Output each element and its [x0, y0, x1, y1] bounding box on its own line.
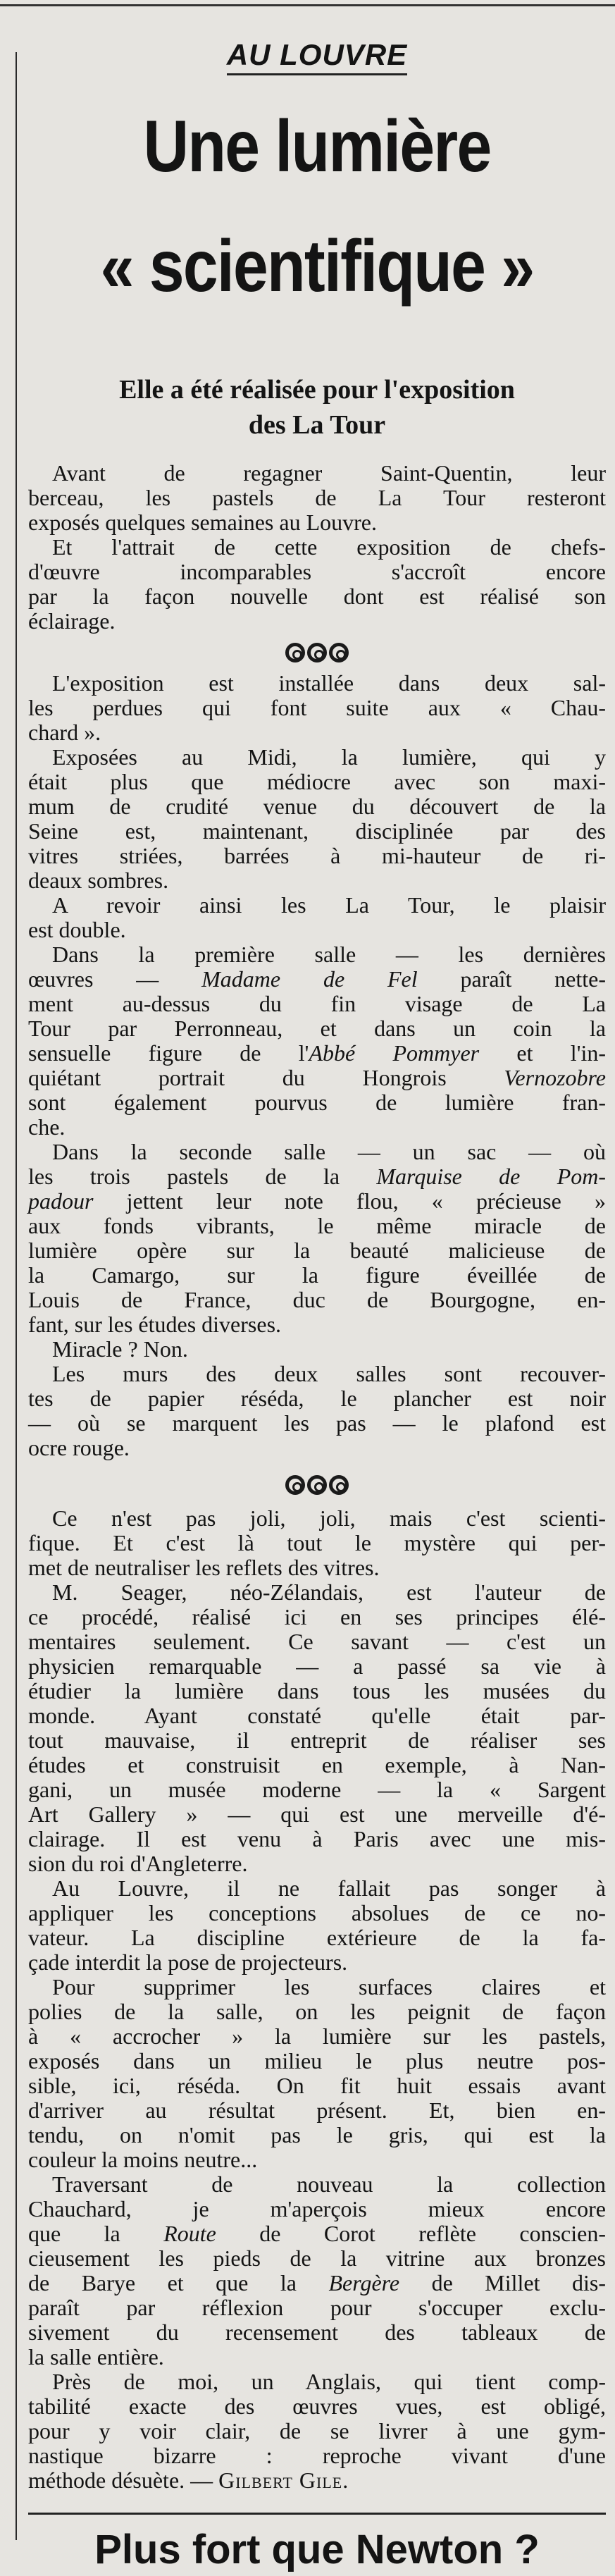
- paragraph-line: — où se marquent les pas — le plafond est: [28, 1410, 606, 1436]
- paragraph-line: sont également pourvus de lumière fran-: [28, 1090, 606, 1115]
- bottom-rule: [28, 2513, 606, 2515]
- paragraph: [28, 1506, 606, 1580]
- ring-icon: [285, 643, 305, 663]
- paragraph-line: met de neutraliser les reflets des vitres.: [28, 1555, 380, 1580]
- ring-icon: [307, 1475, 327, 1495]
- paragraph-line: Dans la première salle — les dernières: [52, 942, 606, 967]
- paragraph-line: exposés dans un milieu le plus neutre pos-: [28, 2048, 606, 2073]
- paragraph-line: ce procédé, réalisé ici en ses principes élé-: [28, 1604, 606, 1629]
- top-rule: [0, 4, 615, 6]
- paragraph-line: paraît par réflexion pour s'occuper exclu-: [28, 2295, 606, 2320]
- paragraph-line: exposés quelques semaines au Louvre.: [28, 510, 377, 535]
- paragraph-line: monde. Ayant constaté qu'elle était par-: [28, 1703, 606, 1728]
- paragraph: [28, 535, 606, 634]
- paragraph-line: les trois pastels de la Marquise de Pom-: [28, 1164, 606, 1189]
- paragraph-line: nastique bizarre : reproche vivant d'une: [28, 2443, 606, 2468]
- separator-ornament: [28, 1472, 606, 1500]
- paragraph: [28, 671, 606, 745]
- paragraph-line: sivement du recensement des tableaux de: [28, 2319, 606, 2345]
- paragraph-line: par la façon nouvelle dont est réalisé son: [28, 584, 606, 609]
- paragraph-line: Miracle ? Non.: [52, 1336, 188, 1362]
- paragraph-line: que la Route de Corot reflète conscien-: [28, 2221, 607, 2246]
- paragraph-line: Dans la seconde salle — un sac — où: [52, 1139, 606, 1164]
- paragraph-line: études et construisit en exemple, à Nan-: [28, 1752, 606, 1777]
- paragraph: [28, 1362, 606, 1460]
- paragraph-line: à « accrocher » la lumière sur les pastels,: [28, 2023, 606, 2049]
- paragraph: [28, 893, 606, 942]
- paragraph-line: vitres striées, barrées à mi-hauteur de ri-: [28, 843, 606, 868]
- paragraph-line: sensuelle figure de l'Abbé Pommyer et l'in-: [28, 1040, 607, 1066]
- paragraph-line: de Barye et que la Bergère de Millet dis-: [28, 2270, 607, 2295]
- paragraph-line: deaux sombres.: [28, 868, 169, 893]
- paragraph-line: tabilité exacte des œuvres vues, est obligé,: [28, 2393, 606, 2419]
- paragraph-line: A revoir ainsi les La Tour, le plaisir: [52, 892, 606, 918]
- paragraph-line: mentaires seulement. Ce savant — c'est un: [28, 1629, 606, 1654]
- paragraph-line: les perdues qui font suite aux « Chau-: [28, 695, 606, 720]
- paragraph-line: Près de moi, un Anglais, qui tient comp-: [52, 2369, 606, 2394]
- paragraph-line: appliquer les conceptions absolues de ce no-: [28, 1900, 606, 1925]
- ring-icon: [329, 643, 349, 663]
- paragraph-line: la salle entière.: [28, 2344, 164, 2369]
- paragraph-line: Chauchard, je m'aperçois mieux encore: [28, 2196, 606, 2221]
- paragraph: [28, 1876, 606, 1975]
- paragraph-line: méthode désuète. — Gilbert Gile.: [28, 2467, 349, 2493]
- headline-line-2: « scientifique »: [100, 226, 534, 307]
- paragraph-line: vateur. La discipline extérieure de la fa-: [28, 1925, 606, 1950]
- separator-ornament: [28, 640, 606, 668]
- paragraph-line: Au Louvre, il ne fallait pas songer à: [52, 1875, 606, 1901]
- paragraph-line: Et l'attrait de cette exposition de chefs-: [52, 534, 606, 560]
- paragraph-line: la Camargo, sur la figure éveillée de: [28, 1262, 606, 1288]
- paragraph-line: aux fonds vibrants, le même miracle de: [28, 1213, 606, 1238]
- paragraph-line: d'arriver au résultat présent. Et, bien en-: [28, 2097, 606, 2123]
- paragraph: [28, 1337, 606, 1362]
- kicker: AU LOUVRE: [28, 38, 606, 72]
- paragraph-line: Louis de France, duc de Bourgogne, en-: [28, 1287, 606, 1312]
- paragraph-line: quiétant portrait du Hongrois Vernozobre: [28, 1065, 606, 1090]
- paragraph-line: mum de crudité venue du découvert de la: [28, 794, 606, 819]
- paragraph-line: berceau, les pastels de La Tour resteront: [28, 485, 606, 510]
- ring-icon: [285, 1475, 305, 1495]
- paragraph-line: tendu, on n'omit pas le gris, qui est la: [28, 2122, 606, 2147]
- paragraph-line: L'exposition est installée dans deux sal-: [52, 670, 606, 696]
- paragraph-line: pour y voir clair, de se livrer à une gym-: [28, 2418, 606, 2443]
- paragraph-line: Tour par Perronneau, et dans un coin la: [28, 1016, 606, 1041]
- paragraph-line: Les murs des deux salles sont recouver-: [52, 1361, 606, 1386]
- paragraph-line: Art Gallery » — qui est une merveille d'é-: [28, 1801, 606, 1827]
- headline-line-1: Une lumière: [143, 106, 491, 187]
- paragraph-line: tes de papier réséda, le plancher est noir: [28, 1386, 606, 1411]
- paragraph: [28, 461, 606, 535]
- paragraph: [28, 2369, 606, 2493]
- paragraph-line: physicien remarquable — a passé sa vie à: [28, 1653, 606, 1679]
- subheadline: Elle a été réalisée pour l'exposition des La Tour: [119, 375, 515, 440]
- paragraph-line: sible, ici, réséda. On fit huit essais avant: [28, 2073, 606, 2098]
- paragraph-line: sion du roi d'Angleterre.: [28, 1851, 248, 1876]
- paragraph-line: lumière opère sur la beauté malicieuse de: [28, 1238, 606, 1263]
- ring-icon: [329, 1475, 349, 1495]
- paragraph: [28, 1140, 606, 1337]
- paragraph-line: ocre rouge.: [28, 1435, 130, 1460]
- paragraph-line: œuvres — Madame de Fel paraît nette-: [28, 966, 607, 992]
- paragraph-line: fant, sur les études diverses.: [28, 1312, 282, 1337]
- paragraph-line: Exposées au Midi, la lumière, qui y: [52, 744, 606, 770]
- paragraph-line: padour jettent leur note flou, « précieuse »: [28, 1188, 606, 1214]
- paragraph: [28, 1580, 606, 1876]
- paragraph-line: couleur la moins neutre...: [28, 2147, 258, 2172]
- paragraph-line: cieusement les pieds de la vitrine aux bronzes: [28, 2245, 606, 2271]
- paragraph-line: çade interdit la pose de projecteurs.: [28, 1949, 348, 1975]
- paragraph-line: che.: [28, 1114, 66, 1140]
- paragraph-line: fique. Et c'est là tout le mystère qui per-: [28, 1530, 606, 1555]
- paragraph-line: est double.: [28, 917, 126, 942]
- paragraph-line: M. Seager, néo-Zélandais, est l'auteur de: [52, 1579, 606, 1605]
- paragraph-line: Pour supprimer les surfaces claires et: [52, 1974, 606, 1999]
- paragraph: [28, 2172, 606, 2369]
- ring-icon: [307, 643, 327, 663]
- next-article-headline: Plus fort que Newton ?: [94, 2527, 540, 2572]
- paragraph-line: était plus que médiocre avec son maxi-: [28, 769, 606, 794]
- paragraph-line: Avant de regagner Saint-Quentin, leur: [52, 460, 606, 486]
- paragraph-line: tout mauvaise, il entreprit de réaliser ses: [28, 1727, 606, 1753]
- paragraph: [28, 745, 606, 893]
- paragraph-line: étudier la lumière dans tous les musées du: [28, 1678, 606, 1703]
- column-rule: [15, 52, 17, 2540]
- paragraph: [28, 942, 606, 1140]
- paragraph-line: Ce n'est pas joli, joli, mais c'est scienti-: [52, 1505, 606, 1531]
- paragraph-line: éclairage.: [28, 608, 116, 634]
- paragraph-line: chard ».: [28, 720, 101, 745]
- paragraph-line: gani, un musée moderne — la « Sargent: [28, 1777, 606, 1802]
- paragraph-line: Traversant de nouveau la collection: [52, 2171, 606, 2197]
- paragraph-line: polies de la salle, on les peignit de façon: [28, 1999, 606, 2024]
- paragraph-line: Seine est, maintenant, disciplinée par des: [28, 818, 606, 844]
- paragraph-line: d'œuvre incomparables s'accroît encore: [28, 559, 606, 584]
- paragraph: [28, 1975, 606, 2172]
- paragraph-line: ment au-dessus du fin visage de La: [28, 991, 606, 1016]
- paragraph-line: clairage. Il est venu à Paris avec une mis-: [28, 1826, 606, 1851]
